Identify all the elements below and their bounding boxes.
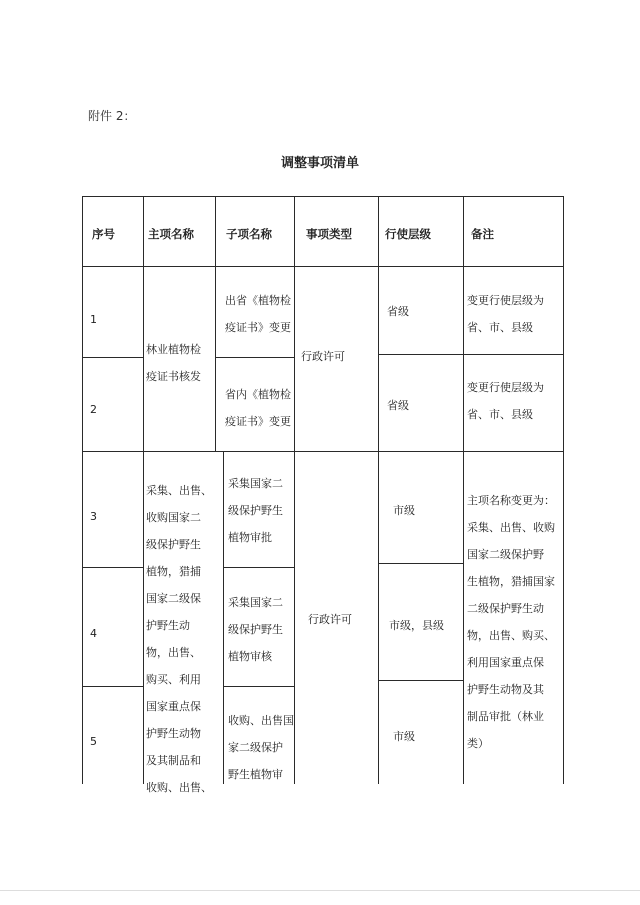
item-level: 市级: [393, 730, 415, 743]
item-level: 省级: [387, 399, 409, 412]
item-level: 市级: [393, 504, 415, 517]
item-note: 变更行使层级为 省、市、县级: [467, 381, 544, 421]
table-column-divider: [378, 196, 379, 784]
sub-item-name: 出省《植物检 疫证书》变更: [225, 294, 291, 334]
header-cell-level: 行使层级: [385, 227, 431, 241]
header-cell-no: 序号: [92, 227, 115, 241]
table-border-right: [563, 196, 564, 784]
table-column-divider: [294, 196, 295, 784]
item-note: 变更行使层级为 省、市、县级: [467, 294, 544, 334]
row-number: 3: [90, 510, 97, 523]
main-item-name: 采集、出售、 收购国家二 级保护野生 植物，猎捕 国家二级保 护野生动 物，出售、 购买、利用 国家重点保 护野生动物 及其制品和 收购、出售、: [146, 484, 212, 794]
item-type: 行政许可: [301, 350, 345, 363]
sub-item-name: 收购、出售国 家二级保护 野生植物审: [228, 714, 294, 781]
table-row-divider: [378, 563, 463, 564]
attachment-label: 附件 2：: [88, 109, 136, 123]
table-row-divider: [378, 680, 463, 681]
table-row-divider: [82, 686, 143, 687]
table-row-divider: [378, 354, 564, 355]
header-cell-sub-item: 子项名称: [226, 227, 272, 241]
row-number: 2: [90, 403, 97, 416]
table-column-divider: [143, 196, 144, 784]
table-row-divider: [82, 357, 143, 358]
table-row-divider: [215, 357, 294, 358]
table-row-divider: [223, 686, 294, 687]
table-column-divider: [223, 451, 224, 784]
table-group-divider: [82, 451, 564, 452]
row-number: 1: [90, 313, 97, 326]
page-title: 调整事项清单: [280, 156, 359, 171]
item-type: 行政许可: [308, 613, 352, 626]
header-cell-main-item: 主项名称: [148, 227, 194, 241]
header-cell-note: 备注: [471, 227, 494, 241]
table-row-divider: [82, 567, 143, 568]
main-item-name: 林业植物检 疫证书核发: [146, 343, 201, 383]
table-column-divider: [463, 196, 464, 784]
table-border-left: [82, 196, 83, 784]
item-level: 省级: [387, 305, 409, 318]
item-note: 主项名称变更为： 采集、出售、收购 国家二级保护野 生植物，猎捕国家 二级保护野生动 物，出售、购买、 利用国家重点保 护野生动物及其 制品审批（林业 类）: [467, 494, 555, 750]
table-column-divider: [215, 196, 216, 451]
sub-item-name: 采集国家二 级保护野生 植物审核: [228, 596, 283, 663]
adjustment-table: [82, 196, 564, 794]
sub-item-name: 省内《植物检 疫证书》变更: [225, 388, 291, 428]
sub-item-name: 采集国家二 级保护野生 植物审批: [228, 477, 283, 544]
header-cell-type: 事项类型: [306, 227, 352, 241]
row-number: 4: [90, 627, 97, 640]
table-row-divider: [223, 567, 294, 568]
table-border-top: [82, 196, 564, 197]
page-edge-line: [0, 890, 640, 891]
item-level: 市级，县级: [389, 619, 444, 632]
table-header-divider: [82, 266, 564, 267]
row-number: 5: [90, 735, 97, 748]
